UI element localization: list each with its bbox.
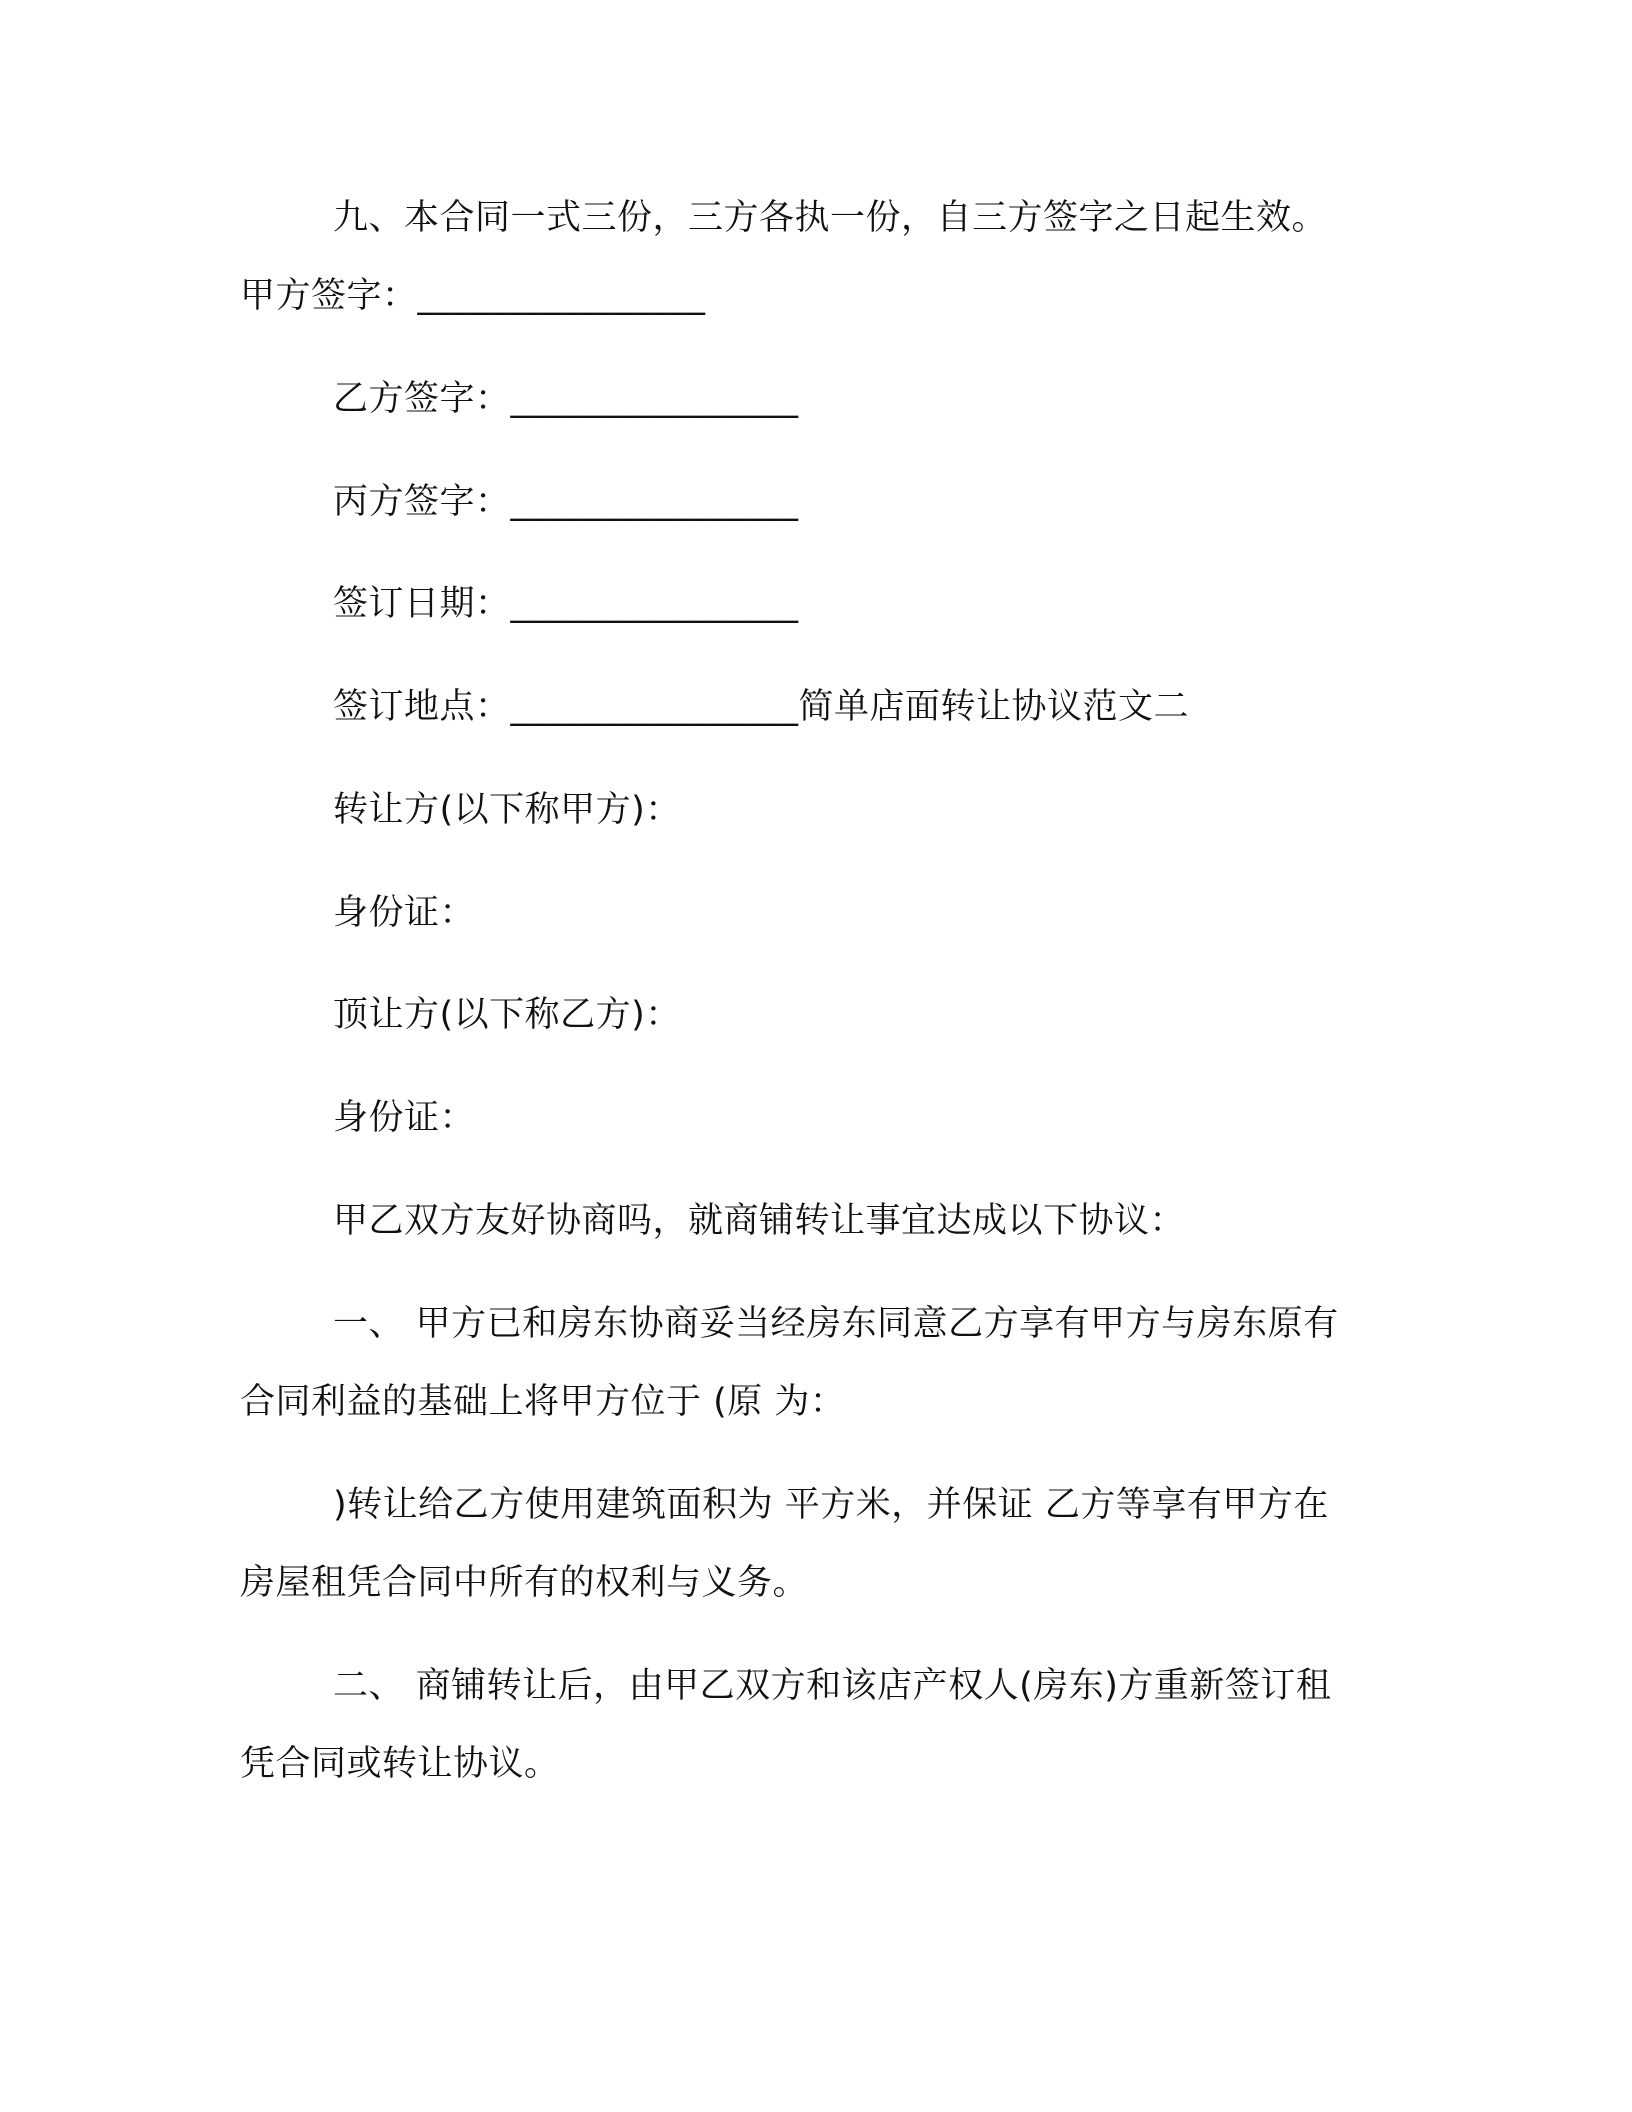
clause-two-line-1: 二、 商铺转让后，由甲乙双方和该店产权人(房东)方重新签订租 (333, 1666, 1332, 1706)
transferor-id-line: 身份证： (333, 893, 476, 933)
clause-one-line-3: )转让给乙方使用建筑面积为 平方米，并保证 乙方等享有甲方在 (333, 1485, 1329, 1525)
clause-one-line-2: 合同利益的基础上将甲方位于 (原 为： (240, 1382, 846, 1422)
agreement-intro: 甲乙双方友好协商吗，就商铺转让事宜达成以下协议： (333, 1201, 1186, 1241)
clause-nine: 九、本合同一式三份，三方各执一份，自三方签字之日起生效。 (333, 198, 1328, 238)
transferee-line: 顶让方(以下称乙方)： (333, 995, 681, 1035)
clause-two-line-2: 凭合同或转让协议。 (240, 1744, 560, 1784)
transferee-id-line: 身份证： (333, 1098, 476, 1138)
party-c-signature-line: 丙方签字：________________ (333, 482, 799, 522)
party-b-signature-line: 乙方签字：________________ (333, 379, 799, 419)
signing-date-line: 签订日期：________________ (333, 584, 799, 624)
clause-one-line-1: 一、 甲方已和房东协商妥当经房东同意乙方享有甲方与房东原有 (333, 1304, 1339, 1344)
signing-place-line: 签订地点：________________简单店面转让协议范文二 (333, 687, 1190, 727)
clause-one-line-4: 房屋租凭合同中所有的权利与义务。 (240, 1563, 809, 1603)
transferor-line: 转让方(以下称甲方)： (333, 790, 681, 830)
party-a-signature-line: 甲方签字：________________ (240, 276, 706, 316)
